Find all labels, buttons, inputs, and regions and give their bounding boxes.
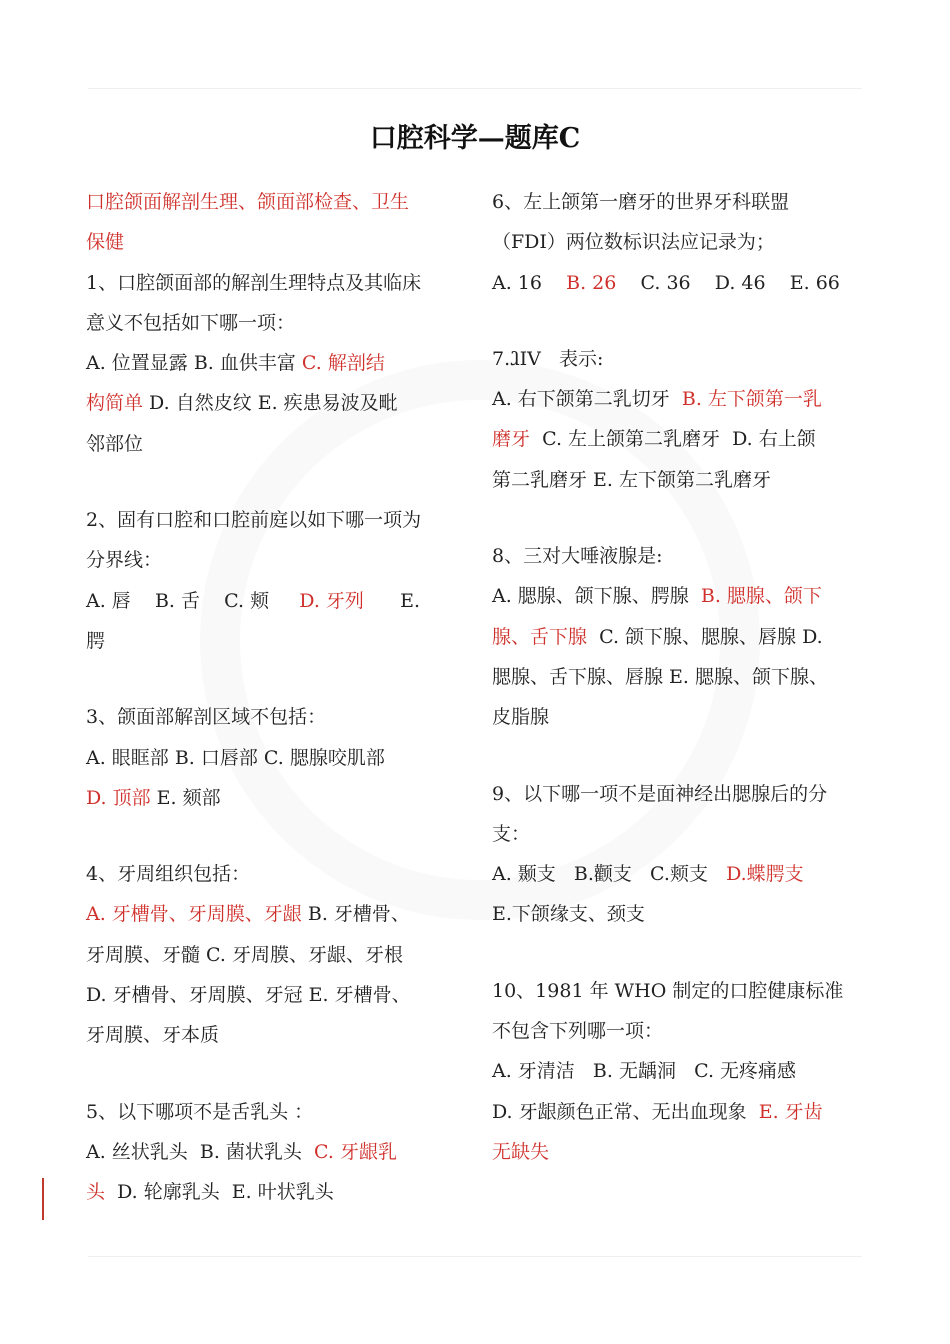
correct-answer: D.蝶腭支: [726, 863, 804, 886]
options-line: [86, 343, 464, 383]
correct-answer-cont: 头: [86, 1181, 106, 1204]
option-text: D. 自然皮纹 E. 疾患易波及毗: [143, 392, 398, 415]
question-stem: 1、口腔颌面部的解剖生理特点及其临床: [86, 271, 422, 294]
question-4: [86, 854, 464, 1055]
option-text: A. 位置显露 B. 血供丰富: [86, 352, 302, 375]
right-column: [492, 182, 870, 1172]
option-text: D. 轮廓乳头 E. 叶状乳头: [105, 1181, 334, 1204]
options-line: [86, 778, 464, 818]
options-line: 牙周膜、牙髓 C. 牙周膜、牙龈、牙根: [86, 943, 403, 966]
options-line: [492, 617, 870, 657]
correct-answer: B. 腮腺、颌下: [700, 585, 822, 608]
section-heading-cont: 保健: [86, 231, 125, 254]
options-line: 腮腺、舌下腺、唇腺 E. 腮腺、颌下腺、: [492, 665, 828, 688]
question-5: [86, 1092, 464, 1213]
options-line: 邻部位: [86, 432, 144, 455]
options-line: [86, 894, 464, 934]
correct-answer: C. 牙龈乳: [314, 1140, 397, 1163]
question-stem-cont: 意义不包括如下哪一项：: [86, 311, 296, 334]
option-text: A. 唇 B. 舌 C. 颊: [86, 589, 300, 612]
question-stem-cont: 支：: [492, 822, 531, 845]
options-line: 皮脂腺: [492, 706, 550, 729]
question-6: [492, 182, 870, 303]
question-10: [492, 971, 870, 1172]
option-text: A. 丝状乳头 B. 菌状乳头: [86, 1140, 315, 1163]
question-stem: 3、颌面部解剖区域不包括：: [86, 706, 327, 729]
correct-answer: E. 牙齿: [758, 1100, 823, 1123]
correct-answer: D. 牙列: [299, 589, 364, 612]
options-line: [86, 1172, 464, 1212]
correct-answer: B. 左下颌第一乳: [681, 388, 822, 411]
option-text: D. 牙龈颜色正常、无出血现象: [492, 1100, 759, 1123]
correct-answer: A. 牙槽骨、牙周膜、牙龈: [86, 903, 302, 926]
top-rule: [88, 88, 862, 89]
options-line: D. 牙槽骨、牙周膜、牙冠 E. 牙槽骨、: [86, 984, 411, 1007]
question-3: [86, 697, 464, 818]
option-text: C. 颌下腺、腮腺、唇腺 D.: [587, 625, 823, 648]
question-1: [86, 263, 464, 464]
margin-marker: [42, 1178, 44, 1220]
page-title: 口腔科学—题库C: [369, 123, 581, 154]
options-line: [492, 576, 870, 616]
options-line: 牙周膜、牙本质: [86, 1024, 220, 1047]
question-stem: 8、三对大唾液腺是:: [492, 545, 663, 568]
question-stem: 2、固有口腔和口腔前庭以如下哪一项为: [86, 509, 422, 532]
option-text: A. 腮腺、颌下腺、腭腺: [492, 585, 701, 608]
section-heading: 口腔颌面解剖生理、颌面部检查、卫生: [86, 191, 410, 213]
question-stem-cont: 不包含下列哪一项：: [492, 1020, 664, 1043]
bottom-rule: [88, 1256, 862, 1257]
options-line: [86, 1132, 464, 1172]
question-2: [86, 500, 464, 661]
options-line: [86, 581, 464, 621]
correct-answer-cont: 腺、舌下腺: [492, 625, 588, 648]
question-7: [492, 339, 870, 500]
options-line: [492, 854, 870, 894]
question-stem: 4、牙周组织包括：: [86, 863, 251, 886]
option-text: A. 16: [492, 271, 567, 294]
question-8: [492, 536, 870, 737]
correct-answer-cont: 磨牙: [492, 428, 531, 451]
option-text: A. 右下颌第二乳切牙: [492, 388, 682, 411]
options-line: [492, 419, 870, 459]
correct-answer-cont: 构简单: [86, 392, 144, 415]
correct-answer: D. 顶部: [86, 786, 151, 809]
question-9: [492, 774, 870, 935]
option-text: C. 左上颌第二乳磨牙 D. 右上颌: [530, 428, 816, 451]
correct-answer-cont: 无缺失: [492, 1140, 550, 1163]
options-line: [492, 1092, 870, 1132]
question-stem: 7.ⱹIV 表示:: [492, 347, 604, 370]
question-stem-cont: 分界线：: [86, 549, 163, 572]
question-stem-cont: （FDI）两位数标识法应记录为；: [492, 231, 775, 254]
option-text: E.: [363, 589, 421, 612]
question-stem: 6、左上颌第一磨牙的世界牙科联盟: [492, 191, 790, 213]
options-line: A. 眼眶部 B. 口唇部 C. 腮腺咬肌部: [86, 746, 385, 769]
options-line: E.下颌缘支、颈支: [492, 903, 645, 926]
options-line: [492, 379, 870, 419]
option-text: C. 36 D. 46 E. 66: [616, 271, 840, 294]
correct-answer: B. 26: [566, 271, 617, 294]
left-column: [86, 182, 464, 1213]
question-stem: 10、1981 年 WHO 制定的口腔健康标准: [492, 979, 844, 1002]
question-stem: 5、以下哪项不是舌乳头 ：: [86, 1100, 314, 1123]
options-line: [86, 383, 464, 423]
correct-answer: C. 解剖结: [301, 352, 385, 375]
option-text: A. 颞支 B.颧支 C.颊支: [492, 863, 727, 886]
options-line: 腭: [86, 629, 106, 652]
options-line: A. 牙清洁 B. 无龋洞 C. 无疼痛感: [492, 1060, 797, 1083]
options-line: 第二乳磨牙 E. 左下颌第二乳磨牙: [492, 468, 771, 491]
option-text: B. 牙槽骨、: [301, 903, 410, 926]
options-line: [492, 263, 870, 303]
question-stem: 9、以下哪一项不是面神经出腮腺后的分: [492, 782, 828, 805]
option-text: E. 颏部: [150, 786, 221, 809]
